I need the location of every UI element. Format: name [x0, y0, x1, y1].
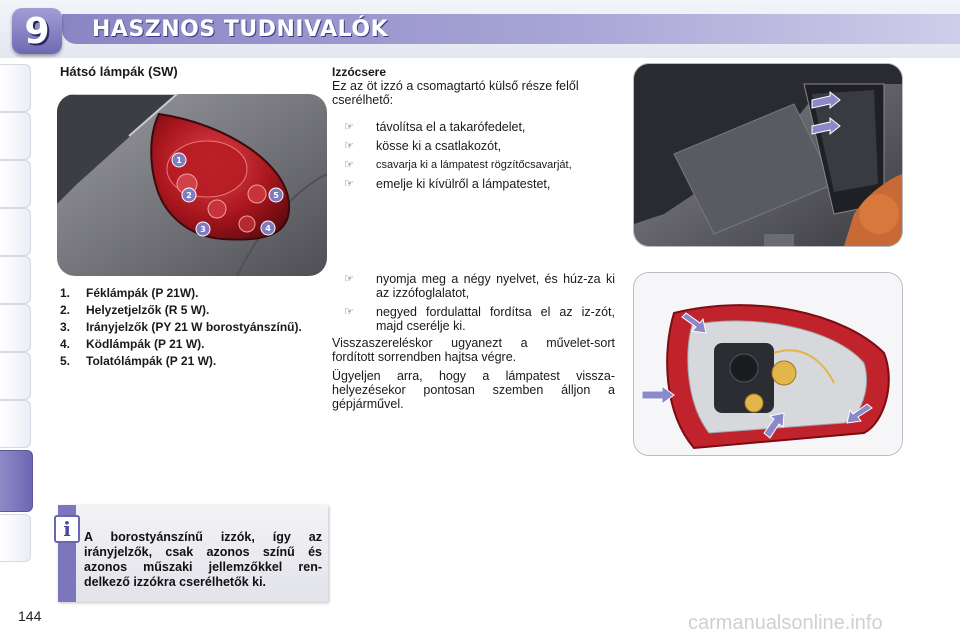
steps-list-a — [332, 120, 615, 196]
callout-5: 5 — [273, 191, 279, 200]
chapter-tab[interactable] — [0, 160, 31, 208]
watermark: carmanualsonline.info — [688, 612, 883, 634]
callout-1: 1 — [176, 156, 182, 165]
pointing-hand-icon: ☞ — [344, 121, 354, 133]
pointing-hand-icon: ☞ — [344, 159, 354, 171]
closing-paragraphs — [332, 336, 615, 416]
callout-3: 3 — [200, 225, 206, 234]
trunk-photo — [633, 63, 903, 247]
step-item: ☞ emelje ki kívülről a lámpatestet, — [332, 177, 615, 191]
page-title: HASZNOS TUDNIVALÓK — [92, 17, 389, 42]
chapter-tab[interactable] — [0, 64, 31, 112]
step-item: ☞ távolítsa el a takarófedelet, — [332, 120, 615, 134]
callout-2: 2 — [186, 191, 192, 200]
chapter-tab[interactable] — [0, 304, 31, 352]
paragraph: Ügyeljen arra, hogy a lámpatest vissza-helyezésekor pontosan szemben álljon a gépjárművel. — [332, 369, 615, 411]
list-item: 4. Ködlámpák (P 21 W). — [60, 337, 205, 351]
chapter-tab[interactable] — [0, 400, 31, 448]
chapter-badge: 9 — [12, 8, 62, 54]
pointing-hand-icon: ☞ — [344, 140, 354, 152]
page-number: 144 — [18, 608, 42, 624]
step-item: ☞ csavarja ki a lámpatest rögzítőcsavarját, — [332, 158, 615, 172]
chapter-tab[interactable] — [0, 256, 31, 304]
callout-4: 4 — [265, 224, 271, 233]
lamp-unit-photo — [633, 272, 903, 456]
list-item: 5. Tolatólámpák (P 21 W). — [60, 354, 217, 368]
step-item: ☞ negyed fordulattal fordítsa el az iz-zót, majd cserélje ki. — [332, 305, 615, 333]
chapter-tab[interactable] — [0, 514, 31, 562]
step-item: ☞ kösse ki a csatlakozót, — [332, 139, 615, 153]
pointing-hand-icon: ☞ — [344, 273, 354, 285]
paragraph: Visszaszereléskor ugyanezt a művelet-sort fordított sorrendben hajtsa végre. — [332, 336, 615, 364]
subheading: Izzócsere — [332, 65, 387, 79]
section-title: Hátsó lámpák (SW) — [60, 64, 178, 79]
bulb-list — [60, 286, 330, 371]
chapter-tabs — [0, 64, 34, 584]
steps-list-b — [332, 272, 615, 338]
step-item: ☞ nyomja meg a négy nyelvet, és húz-za ki az izzófoglalatot, — [332, 272, 615, 300]
chapter-tab[interactable] — [0, 208, 31, 256]
chapter-tab[interactable] — [0, 112, 31, 160]
chapter-tab[interactable] — [0, 352, 31, 400]
intro-text: Ez az öt izzó a csomagtartó külső része felől cserélhető: — [332, 79, 579, 107]
info-text: A borostyánszínű izzók, így az irányjelzők, csak azonos színű és azonos műszaki jellemzőkkel ren-delkező izzókra cserélhetők ki. — [84, 530, 322, 589]
list-item: 2. Helyzetjelzők (R 5 W). — [60, 303, 210, 317]
rear-lamp-diagram — [57, 94, 327, 276]
pointing-hand-icon: ☞ — [344, 306, 354, 318]
info-icon: i — [54, 515, 80, 543]
chapter-tab-active[interactable] — [0, 450, 33, 512]
list-item: 3. Irányjelzők (PY 21 W borostyánszínű). — [60, 320, 302, 334]
list-item: 1. Féklámpák (P 21W). — [60, 286, 199, 300]
pointing-hand-icon: ☞ — [344, 178, 354, 190]
